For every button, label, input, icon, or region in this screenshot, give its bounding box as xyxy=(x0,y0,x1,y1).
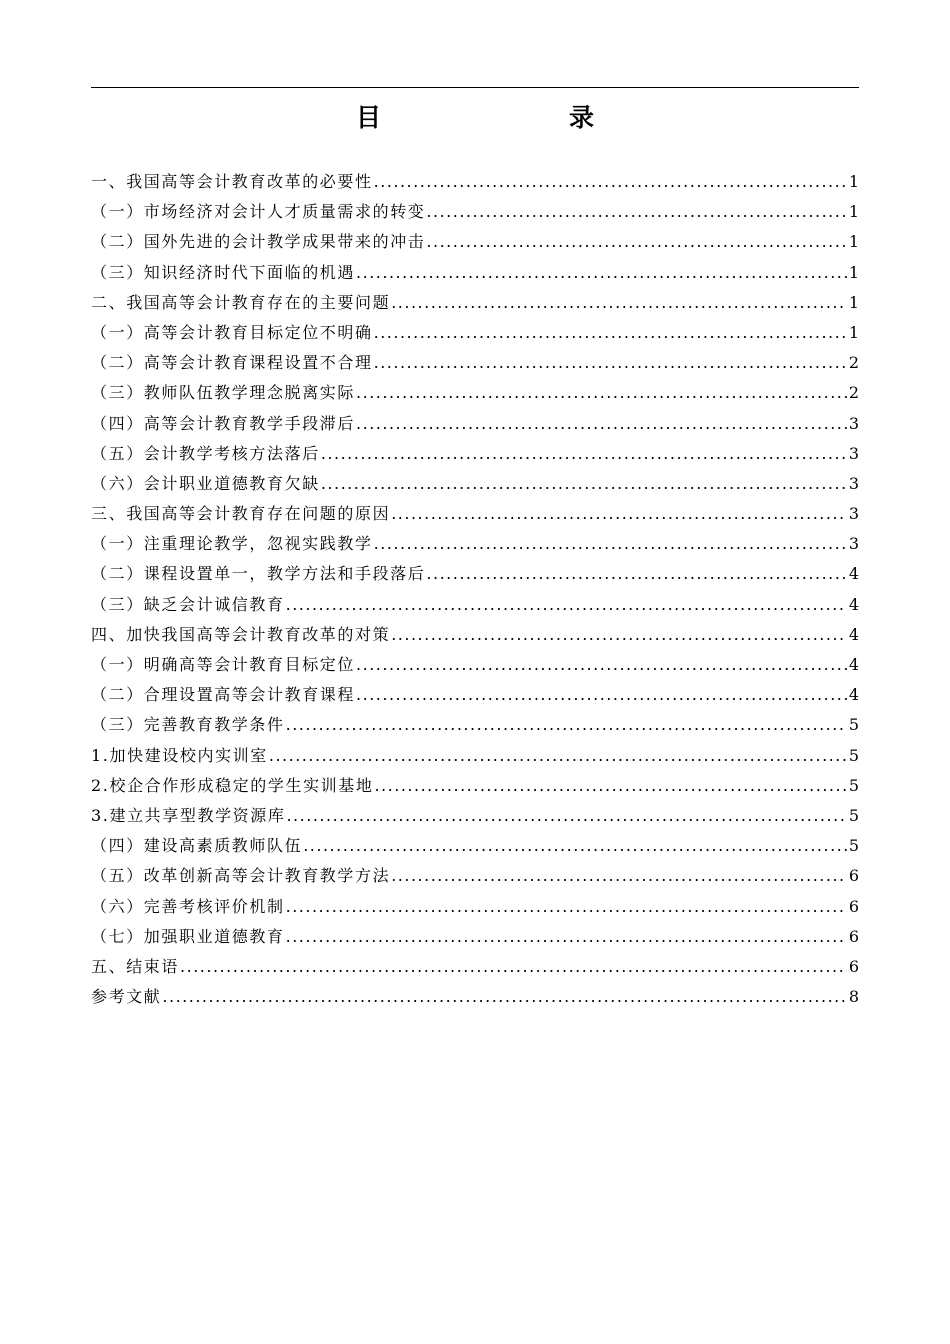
toc-leader-dots xyxy=(391,861,847,891)
toc-leader-dots xyxy=(374,167,847,197)
header-rule xyxy=(91,87,859,88)
toc-entry[interactable] xyxy=(91,499,859,529)
toc-entry[interactable] xyxy=(91,197,859,227)
toc-leader-dots xyxy=(286,710,847,740)
toc-entry[interactable] xyxy=(91,167,859,197)
toc-entry[interactable] xyxy=(91,559,859,589)
toc-entry-label: （二）合理设置高等会计教育课程 xyxy=(91,685,356,705)
toc-entry-label: （六）完善考核评价机制 xyxy=(91,896,285,916)
toc-entry-page-number: 2 xyxy=(848,353,859,373)
toc-entry-page-number: 4 xyxy=(848,685,859,705)
toc-leader-dots xyxy=(391,620,847,650)
toc-leader-dots xyxy=(356,650,847,680)
toc-entry-label: （五）会计教学考核方法落后 xyxy=(91,443,320,463)
toc-entry-label: 1.加快建设校内实训室 xyxy=(91,745,268,765)
toc-entry[interactable] xyxy=(91,258,859,288)
toc-entry[interactable] xyxy=(91,409,859,439)
toc-leader-dots xyxy=(374,771,846,801)
toc-entry-label: （一）注重理论教学，忽视实践教学 xyxy=(91,534,373,554)
toc-entry[interactable] xyxy=(91,861,859,891)
toc-entry-label: （二）高等会计教育课程设置不合理 xyxy=(91,353,373,373)
toc-entry-label: 三、我国高等会计教育存在问题的原因 xyxy=(91,504,391,524)
toc-entry-label: （三）缺乏会计诚信教育 xyxy=(91,594,285,614)
toc-entry[interactable] xyxy=(91,348,859,378)
toc-leader-dots xyxy=(356,258,847,288)
toc-entry-label: （四）建设高素质教师队伍 xyxy=(91,836,303,856)
toc-entry[interactable] xyxy=(91,469,859,499)
toc-entry-page-number: 5 xyxy=(848,715,859,735)
toc-leader-dots xyxy=(426,227,846,257)
toc-entry-page-number: 1 xyxy=(848,232,859,252)
toc-entry[interactable] xyxy=(91,952,859,982)
toc-entry-page-number: 6 xyxy=(848,896,859,916)
toc-entry-label: （三）知识经济时代下面临的机遇 xyxy=(91,262,356,282)
toc-leader-dots xyxy=(286,922,847,952)
toc-entry-label: （三）完善教育教学条件 xyxy=(91,715,285,735)
toc-entry-page-number: 8 xyxy=(848,987,859,1007)
toc-entry-label: （四）高等会计教育教学手段滞后 xyxy=(91,413,356,433)
toc-leader-dots xyxy=(426,197,846,227)
toc-entry[interactable] xyxy=(91,378,859,408)
page-title: 目 录 xyxy=(355,103,640,132)
toc-entry-page-number: 5 xyxy=(848,836,859,856)
toc-entry[interactable] xyxy=(91,741,859,771)
toc-entry-page-number: 3 xyxy=(848,443,859,463)
toc-leader-dots xyxy=(391,499,847,529)
toc-leader-dots xyxy=(356,680,847,710)
toc-entry-page-number: 6 xyxy=(848,956,859,976)
toc-entry-page-number: 3 xyxy=(848,473,859,493)
toc-leader-dots xyxy=(321,439,847,469)
toc-entry[interactable] xyxy=(91,771,859,801)
toc-entry[interactable] xyxy=(91,710,859,740)
toc-entry[interactable] xyxy=(91,288,859,318)
toc-entry[interactable] xyxy=(91,529,859,559)
toc-entry-page-number: 4 xyxy=(848,655,859,674)
toc-leader-dots xyxy=(356,409,847,439)
toc-entry[interactable] xyxy=(91,620,859,650)
toc-entry-label: 2.校企合作形成稳定的学生实训基地 xyxy=(91,775,374,795)
toc-entry[interactable] xyxy=(91,650,859,680)
toc-entry[interactable] xyxy=(91,801,859,831)
toc-entry-label: 四、加快我国高等会计教育改革的对策 xyxy=(91,624,391,644)
toc-entry-page-number: 6 xyxy=(848,926,859,946)
toc-entry-page-number: 5 xyxy=(848,805,859,825)
toc-entry-label: （一）高等会计教育目标定位不明确 xyxy=(91,322,373,342)
toc-entry-page-number: 4 xyxy=(848,564,859,584)
toc-entry-label: （五）改革创新高等会计教育教学方法 xyxy=(91,866,391,886)
toc-entry-page-number: 1 xyxy=(848,202,859,222)
toc-leader-dots xyxy=(391,288,847,318)
toc-leader-dots xyxy=(269,741,847,771)
toc-leader-dots xyxy=(286,590,847,620)
toc-entry[interactable] xyxy=(91,439,859,469)
toc-entry[interactable] xyxy=(91,982,859,1012)
toc-entry-label: （三）教师队伍教学理念脱离实际 xyxy=(91,383,356,403)
toc-entry-label: 五、结束语 xyxy=(91,956,180,976)
toc-entry[interactable] xyxy=(91,590,859,620)
toc-entry-label: （一）市场经济对会计人才质量需求的转变 xyxy=(91,202,426,222)
toc-leader-dots xyxy=(321,469,847,499)
toc-entry-page-number: 4 xyxy=(848,624,859,644)
toc-entry-label: 3.建立共享型教学资源库 xyxy=(91,805,286,825)
toc-leader-dots xyxy=(426,559,846,589)
toc-entry[interactable] xyxy=(91,831,859,861)
toc-entry[interactable] xyxy=(91,922,859,952)
toc-leader-dots xyxy=(162,982,846,1012)
toc-entry-label: 二、我国高等会计教育存在的主要问题 xyxy=(91,292,391,312)
toc-entry-page-number: 2 xyxy=(848,383,859,403)
toc-entry-page-number: 3 xyxy=(848,504,859,524)
toc-entry-page-number: 3 xyxy=(848,534,859,554)
toc-entry[interactable] xyxy=(91,680,859,710)
toc-leader-dots xyxy=(303,831,847,861)
toc-entry-page-number: 1 xyxy=(848,292,859,312)
toc-leader-dots xyxy=(356,378,847,408)
toc-entry-page-number: 6 xyxy=(848,866,859,886)
toc-entry[interactable] xyxy=(91,892,859,922)
toc-leader-dots xyxy=(374,348,847,378)
toc-leader-dots xyxy=(374,529,847,559)
toc-entry[interactable] xyxy=(91,227,859,257)
toc-entry-label: 一、我国高等会计教育改革的必要性 xyxy=(91,172,373,191)
toc-entry-page-number: 1 xyxy=(848,262,859,282)
toc-entry-page-number: 3 xyxy=(848,413,859,433)
toc-entry-page-number: 5 xyxy=(848,775,859,795)
toc-leader-dots xyxy=(374,318,847,348)
toc-entry-label: （七）加强职业道德教育 xyxy=(91,926,285,946)
toc-entry-label: （六）会计职业道德教育欠缺 xyxy=(91,473,320,493)
toc-entry-label: （二）课程设置单一，教学方法和手段落后 xyxy=(91,564,426,584)
toc-entry[interactable] xyxy=(91,318,859,348)
toc-leader-dots xyxy=(286,892,847,922)
table-of-contents xyxy=(91,167,859,1012)
toc-leader-dots xyxy=(180,952,847,982)
toc-entry-page-number: 4 xyxy=(848,594,859,614)
toc-leader-dots xyxy=(286,801,846,831)
toc-entry-page-number: 5 xyxy=(848,745,859,765)
toc-entry-label: （二）国外先进的会计教学成果带来的冲击 xyxy=(91,232,426,252)
toc-entry-label: 参考文献 xyxy=(91,987,162,1007)
toc-entry-page-number: 1 xyxy=(848,322,859,342)
toc-entry-label: （一）明确高等会计教育目标定位 xyxy=(91,655,356,674)
toc-entry-page-number: 1 xyxy=(848,172,859,191)
